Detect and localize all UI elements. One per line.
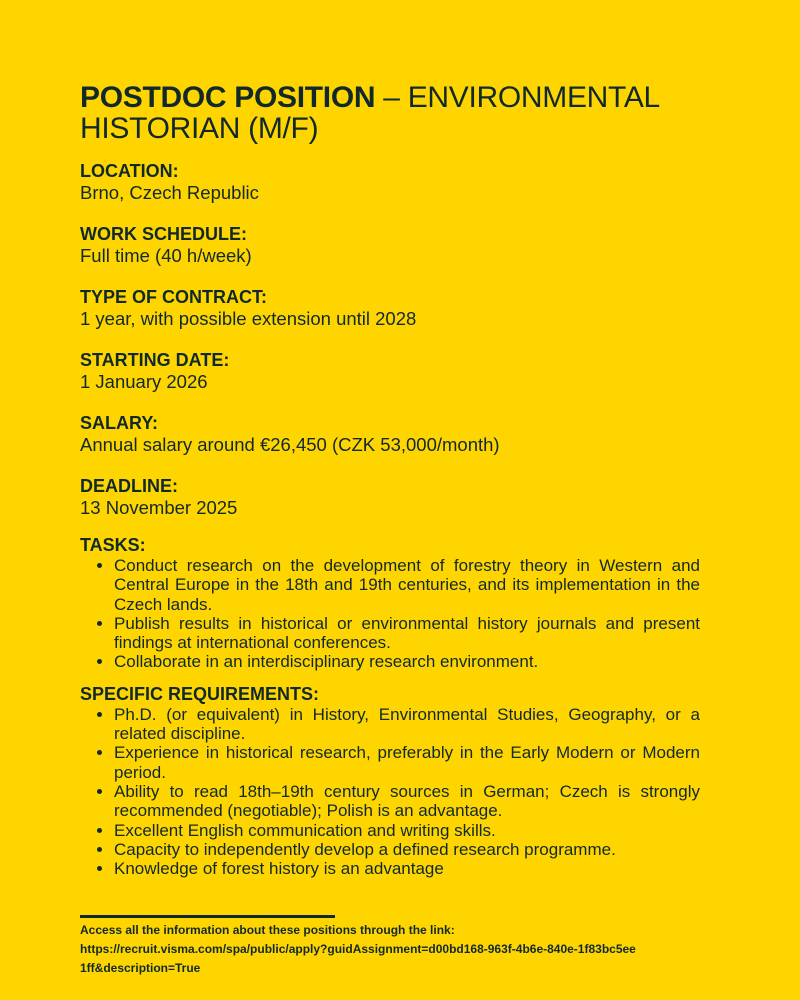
list-item: • Knowledge of forest history is an advantage xyxy=(114,859,700,878)
field-value: 1 year, with possible extension until 2028 xyxy=(80,308,417,329)
field-label: SALARY: xyxy=(80,413,158,433)
list-item: • Ph.D. (or equivalent) in History, Environmental Studies, Geography, or a related discipline. xyxy=(114,705,700,744)
field-label: LOCATION: xyxy=(80,161,179,181)
fields xyxy=(80,161,700,519)
footer xyxy=(80,921,720,978)
list-item: • Ability to read 18th–19th century sources in German; Czech is strongly recommended (negotiable); Polish is an advantage. xyxy=(114,782,700,821)
list-item: • Excellent English communication and writing skills. xyxy=(114,821,700,840)
field-label: TYPE OF CONTRACT: xyxy=(80,287,267,307)
field-value: 1 January 2026 xyxy=(80,371,208,392)
field-5 xyxy=(80,476,700,519)
field-value: 13 November 2025 xyxy=(80,497,238,518)
list-item: • Collaborate in an interdisciplinary research environment. xyxy=(114,652,700,671)
field-value: Full time (40 h/week) xyxy=(80,245,252,266)
list-item: • Capacity to independently develop a defined research programme. xyxy=(114,840,700,859)
tasks-heading: TASKS: xyxy=(80,535,146,555)
field-0 xyxy=(80,161,700,204)
divider xyxy=(80,915,335,918)
field-label: STARTING DATE: xyxy=(80,350,230,370)
field-2 xyxy=(80,287,700,330)
job-posting xyxy=(80,82,700,878)
field-label: DEADLINE: xyxy=(80,476,178,496)
requirements-heading: SPECIFIC REQUIREMENTS: xyxy=(80,683,320,704)
footer-text: Access all the information about these positions through the link: xyxy=(80,923,455,937)
list-item: • Conduct research on the development of forestry theory in Western and Central Europe in the 18th and 19th centuries, and its implementation in the Czech lands. xyxy=(114,556,700,614)
apply-link[interactable]: https://recruit.visma.com/spa/public/apply?guidAssignment=d00bd168-963f-4b6e-840e-1f83bc5ee1ff&description=True xyxy=(80,942,636,975)
requirements-list xyxy=(80,705,700,879)
field-3 xyxy=(80,350,700,393)
list-item: • Publish results in historical or environmental history journals and present findings at international conferences. xyxy=(114,614,700,653)
list-item: • Experience in historical research, preferably in the Early Modern or Modern period. xyxy=(114,743,700,782)
page-title xyxy=(80,82,700,144)
field-4 xyxy=(80,413,700,456)
tasks-list xyxy=(80,556,700,672)
title-bold: POSTDOC POSITION xyxy=(80,81,376,114)
field-value: Annual salary around €26,450 (CZK 53,000/month) xyxy=(80,434,500,455)
field-label: WORK SCHEDULE: xyxy=(80,224,247,244)
field-1 xyxy=(80,224,700,267)
field-value: Brno, Czech Republic xyxy=(80,182,259,203)
title-rest: – ENVIRONMENTAL HISTORIAN (M/F) xyxy=(80,81,659,145)
